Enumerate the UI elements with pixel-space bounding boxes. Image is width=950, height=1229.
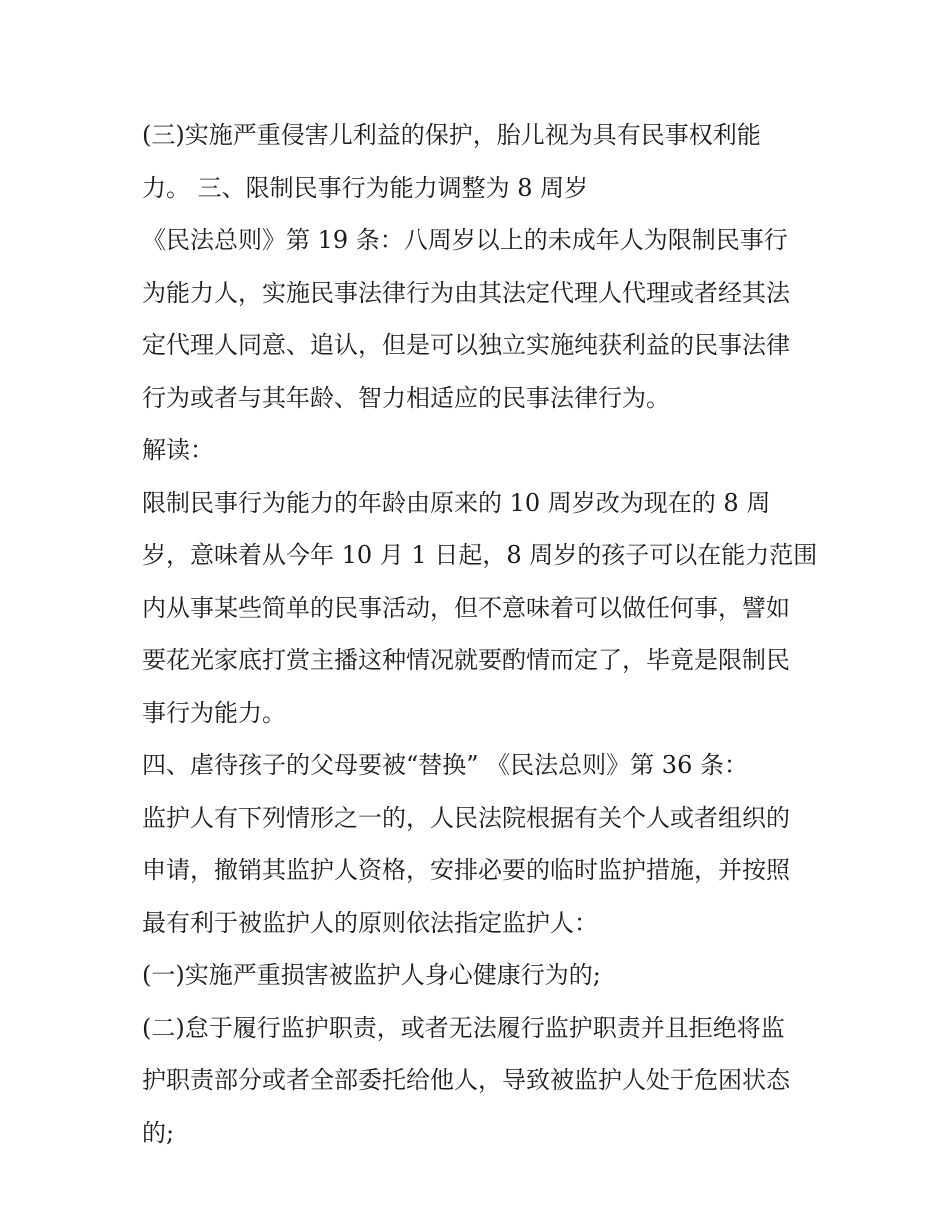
text-line: 行为或者与其年龄、智力相适应的民事法律行为。 bbox=[142, 383, 670, 412]
text-line: 监护人有下列情形之一的，人民法院根据有关个人或者组织的 bbox=[142, 803, 790, 832]
text-line: 的; bbox=[142, 1118, 175, 1147]
text-line: 定代理人同意、追认，但是可以独立实施纯获利益的民事法律 bbox=[142, 331, 790, 359]
section-label: 解读： bbox=[142, 436, 214, 464]
text-line: 《民法总则》第 19 条：八周岁以上的未成年人为限制民事行 bbox=[142, 226, 788, 254]
text-line: 申请，撤销其监护人资格，安排必要的临时监护措施，并按照 bbox=[142, 856, 790, 884]
list-item: (二)怠于履行监护职责，或者无法履行监护职责并且拒绝将监 bbox=[142, 1013, 785, 1042]
text-line: 为能力人，实施民事法律行为由其法定代理人代理或者经其法 bbox=[142, 278, 790, 307]
text-line: 力。 三、限制民事行为能力调整为 8 周岁 bbox=[142, 173, 589, 202]
text-line: 限制民事行为能力的年龄由原来的 10 周岁改为现在的 8 周 bbox=[142, 488, 771, 517]
text-line: 最有利于被监护人的原则依法指定监护人： bbox=[142, 908, 598, 937]
section-heading: 四、虐待孩子的父母要被“替换” 《民法总则》第 36 条： bbox=[142, 751, 748, 779]
text-line: 事行为能力。 bbox=[142, 698, 286, 727]
text-line: 要花光家底打赏主播这种情况就要酌情而定了，毕竟是限制民 bbox=[142, 646, 790, 674]
text-line: (三)实施严重侵害儿利益的保护，胎儿视为具有民事权利能 bbox=[142, 121, 761, 149]
list-item: (一)实施严重损害被监护人身心健康行为的; bbox=[142, 961, 601, 989]
text-line: 内从事某些简单的民事活动，但不意味着可以做任何事，譬如 bbox=[142, 593, 790, 622]
document-body bbox=[142, 109, 822, 1159]
text-line: 护职责部分或者全部委托给他人，导致被监护人处于危困状态 bbox=[142, 1066, 790, 1094]
text-line: 岁，意味着从今年 10 月 1 日起，8 周岁的孩子可以在能力范围 bbox=[142, 541, 818, 569]
